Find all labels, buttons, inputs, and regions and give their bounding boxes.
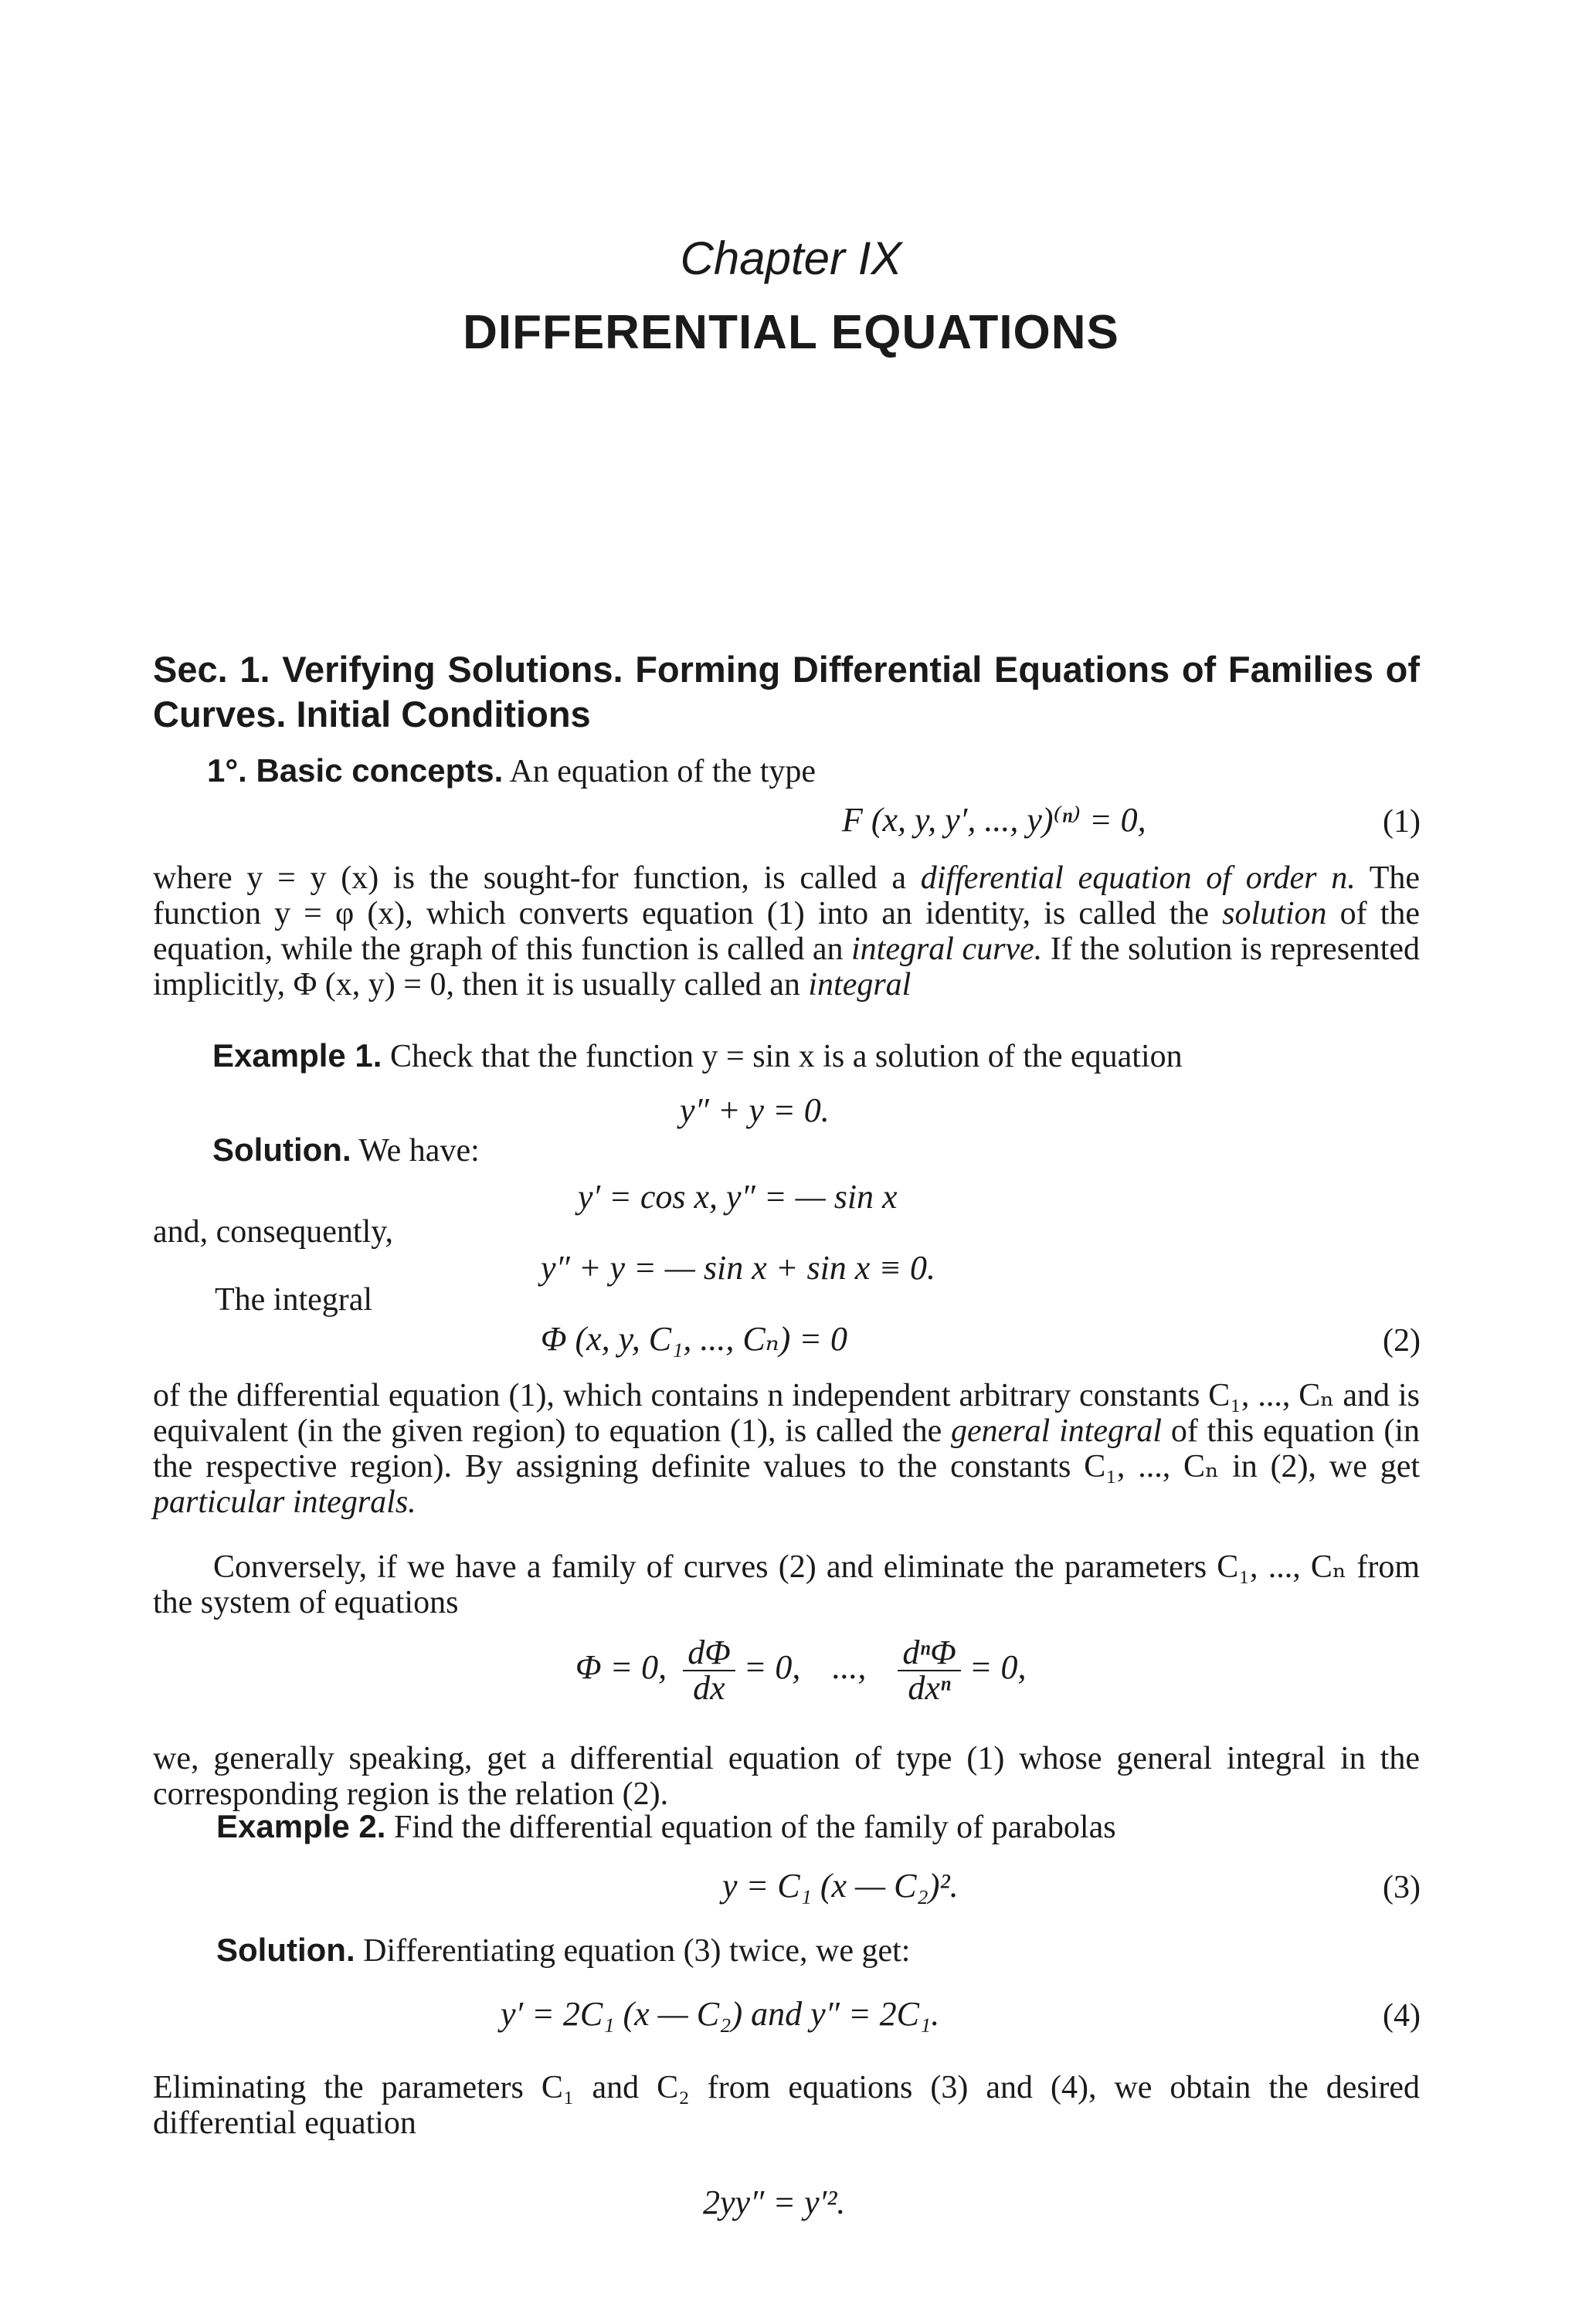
term-differential-equation: differential equation of order n. [920,860,1356,896]
solution-1-derivatives: y′ = cos x, y″ = — sin x [578,1178,898,1216]
para1-text-1: where y = y (x) is the sought-for function, is called a [153,860,921,896]
solution-2-label: Solution. [216,1932,355,1968]
consequently-text: and, consequently, [153,1214,394,1250]
paragraph-eliminating: Eliminating the parameters C₁ and C₂ from equations (3) and (4), we obtain the desired differential equation [153,2070,1420,2141]
fraction-2-denominator: dxⁿ [908,1669,951,1707]
example-2-text: Find the differential equation of the family of parabolas [385,1810,1116,1845]
fraction-2-numerator: dⁿΦ [898,1636,960,1671]
para2-text-2: of this equation (in the respective region). By assigning definite values to the constants C₁, ..., Cₙ in (2), we get [153,1413,1420,1484]
paragraph-conversely: Conversely, if we have a family of curves (2) and eliminate the parameters C₁, ..., Cₙ from the system of equations [153,1549,1420,1620]
equation-4: y′ = 2C₁ (x — C₂) and y″ = 2C₁. [501,1995,940,2033]
equation-2: Φ (x, y, C₁, ..., Cₙ) = 0 [541,1320,847,1358]
para1-text-3: of the equation, while the graph of this function is called an [153,896,1421,967]
example-2-label: Example 2. [216,1808,386,1844]
para1-text-4: If the solution is represented implicitly, Φ (x, y) = 0, then it is usually called an [153,931,1420,1003]
paragraph-generally-speaking: we, generally speaking, get a differential equation of type (1) whose general integral in the corresponding region is the relation (2). [153,1741,1420,1812]
solution-2-text: Differentiating equation (3) twice, we get: [355,1933,911,1969]
equation-3-number: (3) [1383,1870,1421,1905]
basic-concepts-line [207,753,816,789]
equation-2-number: (2) [1383,1323,1421,1359]
basic-concepts-label: 1°. Basic concepts. [207,752,504,789]
fraction-dphi-dx [683,1636,735,1705]
paragraph-general-integral [153,1378,1420,1520]
basic-concepts-text: An equation of the type [503,754,816,789]
the-integral-text: The integral [215,1282,373,1318]
solution-1-line [212,1132,480,1169]
fraction-1-denominator: dx [693,1669,725,1707]
example-1-line [212,1038,1183,1074]
solution-1-label: Solution. [212,1131,351,1168]
para2-text-1: of the differential equation (1), which contains n independent arbitrary constants C₁, ..., Cₙ and is equivalent (in the given region) to equation (1), is called the [153,1378,1420,1449]
chapter-title: DIFFERENTIAL EQUATIONS [463,306,1119,359]
chapter-label: Chapter IX [680,232,902,284]
system-dots: ..., [832,1648,867,1687]
term-particular-integrals: particular integrals. [153,1484,416,1520]
paragraph-definitions [153,860,1420,1003]
system-phi: Φ = 0, [575,1648,667,1687]
solution-1-identity: y″ + y = — sin x + sin x ≡ 0. [541,1249,936,1287]
example-1-text: Check that the function y = sin x is a solution of the equation [382,1039,1183,1074]
term-integral: integral [808,967,912,1003]
solution-1-text: We have: [351,1133,480,1169]
section-heading: Sec. 1. Verifying Solutions. Forming Differential Equations of Families of Curves. Initial Conditions [153,649,1420,735]
example-1-label: Example 1. [212,1037,382,1074]
fraction-dnphi-dxn [898,1636,960,1705]
equation-3: y = C₁ (x — C₂)². [722,1867,959,1905]
system-of-equations [575,1636,1026,1705]
system-eq-zero-a: = 0, [743,1648,801,1687]
solution-2-line [216,1932,910,1969]
term-integral-curve: integral curve. [850,931,1043,967]
example-2-line [216,1809,1116,1845]
equation-1-number: (1) [1383,804,1421,840]
system-eq-zero-b: = 0, [969,1648,1027,1687]
term-general-integral: general integral [951,1413,1163,1449]
fraction-1-numerator: dΦ [683,1636,735,1671]
example-1-equation: y″ + y = 0. [680,1091,830,1129]
term-solution: solution [1222,896,1327,931]
para1-text-2: The function y = φ (x), which converts equation (1) into an identity, is called the [153,860,1420,931]
final-equation: 2yy″ = y′². [703,2183,846,2221]
equation-1: F (x, y, y′, ..., y)⁽ⁿ⁾ = 0, [842,801,1146,839]
equation-4-number: (4) [1383,1998,1421,2034]
